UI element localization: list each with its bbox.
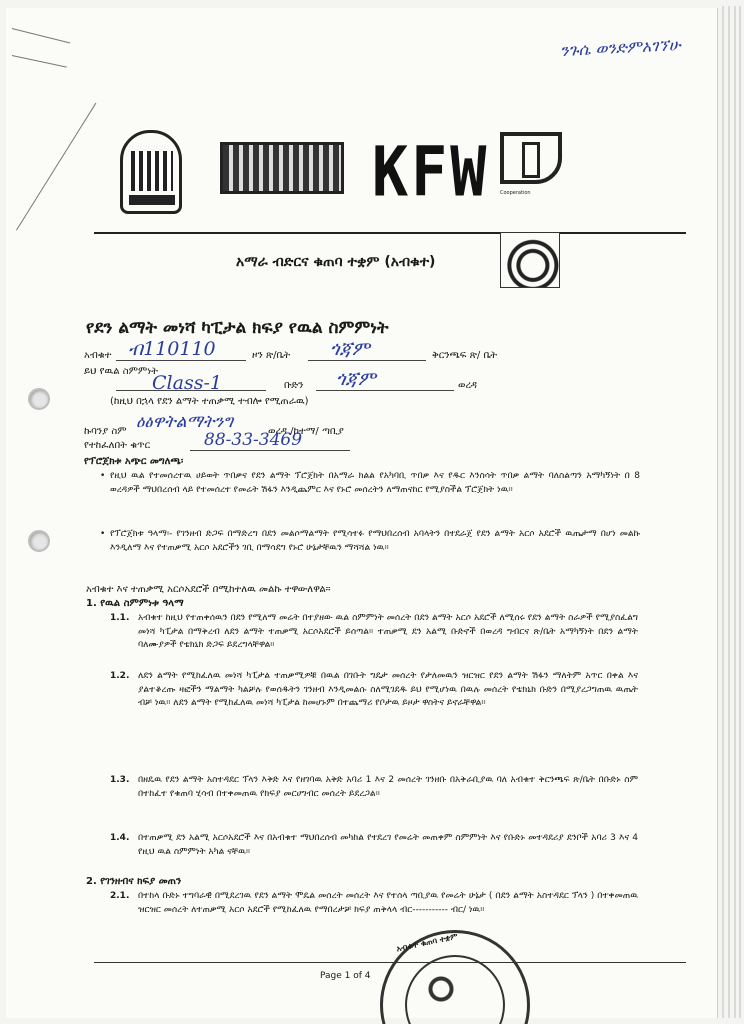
intro-bullet-2: • የፕሮጀክቱ ዓላማ፡- የገንዘብ ድጋፍ በማድረግ በደን መልሶማልማት የሚሳተፉ የማህበረሰብ አባላትን በተደራጀ የደን ልማት አርሶ አደሮች ዉጤታማ በሆነ መልኩ እንዲለማ እና የተጠቃሚ አርሶ አደሮችን ገቢ በማሳደግ የኑሮ ሁኔታቸዉን ማሻሻል ነዉ።: [80, 528, 640, 555]
field-label: ይህ የዉል ስምምነት: [84, 366, 158, 377]
kfw-logo: KFW: [372, 132, 490, 213]
clause-1-3: 1.3. በዘዴዉ የደን ልማት አስተዳደር ፕላን እቅድ እና የዘገባዉ አቅድ አባሪ 1 እና 2 መሰረት ገንዘቡ በአቅራቢያዉ ባለ አብቁተ ቅርንጫፍ ጽ/ቤት በቡድኑ ስም በተከፈተ የቁጠባ ሂሳብ በተቀመጠዉ የክፍያ መርሀግብር መሰረት ይደረጋል።: [110, 775, 638, 799]
document-title: የደን ልማት መነሻ ካፒታል ክፍያ የዉል ስምምነት: [86, 318, 389, 338]
field-label: ኩባንያ ስም: [84, 426, 127, 437]
account-number-value: 88-33-3469: [204, 430, 303, 450]
zone-office-value: ጎጃም: [330, 338, 370, 360]
clause-number: 1.3.: [110, 775, 130, 785]
field-label: የተከፈለበት ቁጥር: [84, 440, 151, 451]
form-note: (ከዚህ በኋላ የደን ልማት ተጠቃሚ ተብሎ የሚጠራዉ): [110, 396, 309, 407]
building-logo: [220, 142, 344, 194]
clause-number: 1.1.: [110, 613, 130, 623]
group-value: ጎጃም: [336, 368, 376, 390]
clause-2-1: 2.1. በተከላ ቡድኑ ተግባራዊ በሚደረገዉ የደን ልማት ሞዴል መሰረት መሰረት እና የተሰላ ጣቢያዉ የመሬት ሁኔታ ( በደን ልማት አስተዳደር ፕላን ) በተቀመጠዉ ዝርዝር መሰረት ለተጠቃሚ አርሶ አደሮች የሚከፈለዉ የማበረታቻ ክፍያ ጠቅላላ ብር----------- ብር/ ነዉ።: [110, 891, 638, 915]
institution-name: አማራ ብድርና ቁጠባ ተቋም (አብቁተ): [236, 254, 436, 270]
section-2-heading: 2. የገንዘብና ክፍያ መጠን: [86, 876, 182, 887]
page-number: Page 1 of 4: [320, 971, 371, 981]
clause-number: 1.2.: [110, 671, 130, 681]
acsi-logo: [500, 232, 560, 288]
government-seal-logo: [120, 130, 182, 214]
intro-bullet-1: • የዚህ ዉል የተመሰረተዉ ሀይወት ጥበቃና የደን ልማት ፕሮጀክት በአማራ ክልል የአካባቢ ጥበቃ እና የዱር እንስሳት ጥበቃ ልማት ባለስልጣን አማካኝነት በ 8 ወረዳዎች ማህበረሰብ ላይ የተመሰረተ የመሬት ሽፋን እንዲጨምር እና የኑሮ መሰረትን ለማጠናከር የሚያስችል ፕሮጀክት ነዉ።: [80, 470, 640, 497]
intro-heading: የፕሮጀክቱ አጭር መግለጫ፡: [84, 456, 184, 467]
field-label: አብቁተ: [84, 350, 112, 361]
cooperation-logo-text: Cooperation: [500, 190, 531, 196]
footer-rule: [94, 962, 686, 963]
handwritten-note: ንጉሴ ወንድምአገኘሁ: [559, 34, 682, 61]
clause-number: 2.1.: [110, 891, 130, 901]
logo-row: [120, 130, 580, 220]
clause-number: 1.4.: [110, 833, 130, 843]
field-label: ቅርንጫፍ ጽ/ ቤት: [432, 350, 498, 361]
intro-closing: አብቁተ እና ተጠቃሚ አርሶአደሮች በሚከተለዉ መልኩ ተዋውለዋል።: [86, 584, 331, 595]
clause-1-1: 1.1. አብቁተ ከዚህ የተጠቀሰዉን በደን የሚለማ መሬት በተያዘው ዉል ስምምነት መሰረት በደን ልማት አርሶ አደሮች ለሚሰሩ የደን ልማት ስራዎች የሚያስፈልግ መነሻ ካፒታል በማቅረብ ለደን ልማት ተጠቃሚ አርሶአደሮች ይሰጣል። ተጠቃሚ ደን አልሚ ቡድኖች በወረዳ ግብርና ጽ/ቤት አማካኝነት በደን ልማት ባለሙያዎች የቴክኒክ ድጋፍ ይደረግላቸዋል።: [110, 613, 638, 651]
class-value: Class-1: [152, 372, 222, 394]
field-label: ወረዳ /ከተማ/ ጣቢያ: [268, 426, 344, 437]
field-label: ዞን ጽ/ቤት: [252, 350, 291, 361]
punch-hole: [28, 388, 50, 410]
branch-code-value: ብ110110: [128, 338, 216, 360]
section-1-heading: 1. የዉል ስምምነቱ ዓላማ: [86, 598, 184, 609]
clause-1-2: 1.2. ለደን ልማት የሚከፈለዉ መነሻ ካፒታል ተጠቃሚዎቹ በዉል በገቡት ግዴታ መሰረት የታለመዉን ዝርዝር የደን ልማት ሽፋን ማለትም አጥር በቀል እና ያልተቆረጡ ዛፎችን ማልማት ካልቻሉ የወሰዱትን ገንዘብ እንዲመልሱ ስለሚገደዱ ይህ የሚሆነዉ በዉሉ መሰረት የቴክኒክ ቡድን በሚያረጋግጠዉ ዉጤት ብቻ ነዉ። ለደን ልማት የሚከፈለዉ መነሻ ካፒታል ከመሆኑም በተጨማሪ የቦታዉ ይዞታ ዋስትና ይኖራቸዋል።: [110, 671, 638, 709]
punch-hole: [28, 530, 50, 552]
field-label: ቡድን: [284, 380, 304, 391]
organization-value: ዕፅዋትልማትንግ: [136, 412, 234, 432]
field-label: ወረዳ: [458, 380, 477, 391]
stamp-text: አብቁተ ቁጠባ ተቋም: [395, 931, 459, 954]
cooperation-logo: [500, 132, 562, 184]
header-rule: [94, 232, 686, 234]
clause-1-4: 1.4. በተጠቃሚ ደን አልሚ አርሶአደሮች እና በአብቁተ ማህበረሰብ መካከል የተደረገ የመሬት መጠቀም ስምምነት እና የቡድኑ መተዳደሪያ ደንቦች አባሪ 3 እና 4 የዚህ ዉል ስምምነት አካል ናቸዉ።: [110, 833, 638, 857]
